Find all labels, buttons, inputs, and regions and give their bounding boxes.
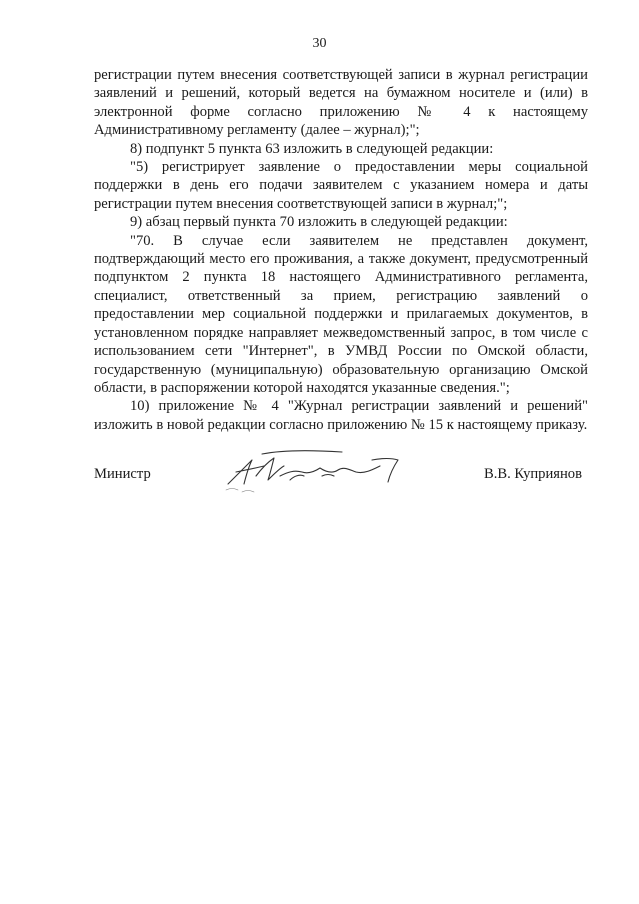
signature-block — [94, 446, 588, 506]
paragraph-item-10: 10) приложение № 4 "Журнал регистрации заявлений и решений" изложить в новой редакции согласно приложению № 15 к настоящему приказу. — [94, 398, 588, 433]
signer-name: В.В. Куприянов — [484, 466, 582, 482]
paragraph-continuation: регистрации путем внесения соответствующей записи в журнал регистрации заявлений и решений, который ведется на бумажном носителе и (или) в электронной форме согласно приложению № 4 к настоящему Административному регламенту (далее – журнал);"; — [94, 67, 588, 139]
paragraph-quote-70: "70. В случае если заявителем не представлен документ, подтверждающий место его проживания, а также документ, предусмотренный подпунктом 2 пункта 18 настоящего Административного регламента, специалист, ответственный за прием, регистрацию заявлений о предоставлении мер социальной поддержки и прилагаемых документов, в установленном порядке направляет межведомственный запрос, в том числе с использованием сети "Интернет", в УМВД России по Омской области, государственную (муниципальную) образовательную организацию Омской области, в распоряжении которой находятся указанные сведения."; — [94, 232, 588, 396]
signer-title: Министр — [94, 466, 151, 482]
paragraph-item-8: 8) подпункт 5 пункта 63 изложить в следующей редакции: — [130, 140, 494, 157]
page-number: 30 — [312, 36, 327, 51]
paragraph-item-9: 9) абзац первый пункта 70 изложить в следующей редакции: — [130, 214, 508, 231]
document-body — [94, 66, 588, 434]
handwritten-signature — [222, 446, 412, 494]
paragraph-quote-5: "5) регистрирует заявление о предоставлении меры социальной поддержки в день его подачи заявителем с указанием номера и даты регистрации путем внесения соответствующей записи в журнал;"; — [94, 159, 588, 212]
